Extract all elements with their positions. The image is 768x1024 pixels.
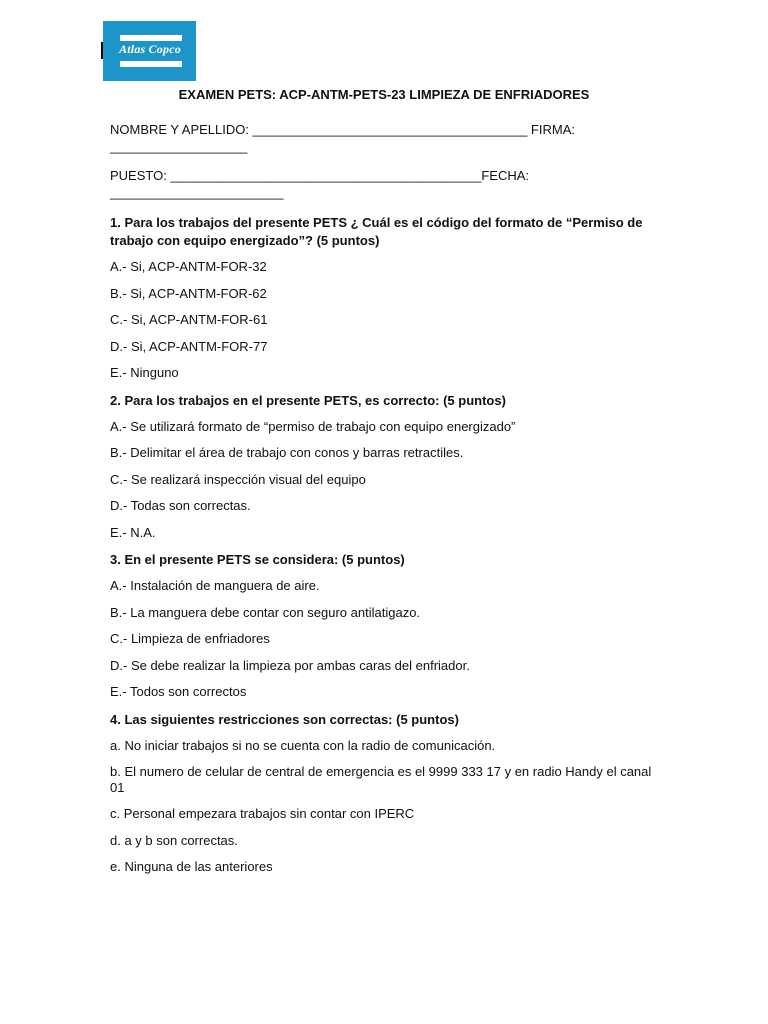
option-item: C.- Si, ACP-ANTM-FOR-61: [110, 312, 268, 327]
question-3: [110, 551, 658, 700]
option-item: b. El numero de celular de central de emergencia es el 9999 333 17 y en radio Handy el canal 01: [110, 764, 652, 795]
exam-title: EXAMEN PETS: ACP-ANTM-PETS-23 LIMPIEZA DE ENFRIADORES: [178, 87, 590, 102]
option-item: c. Personal empezara trabajos sin contar con IPERC: [110, 806, 415, 821]
option-item: E.- Ninguno: [110, 365, 179, 380]
logo-wordmark: Atlas Copco: [119, 42, 181, 56]
option-item: D.- Si, ACP-ANTM-FOR-77: [110, 338, 268, 354]
option-item: B.- Delimitar el área de trabajo con conos y barras retractiles.: [110, 445, 464, 460]
option-item: E.- Todos son correctos: [110, 684, 247, 699]
option-item: C.- Limpieza de enfriadores: [110, 631, 270, 646]
option-item: A.- Instalación de manguera de aire.: [110, 578, 320, 593]
logo-band-top: [120, 35, 182, 41]
logo-band-bottom: [120, 61, 182, 67]
option-item: C.- Se realizará inspección visual del equipo: [110, 471, 366, 487]
option-item: A.- Se utilizará formato de “permiso de trabajo con equipo energizado”: [110, 418, 516, 434]
exam-document: [110, 87, 658, 886]
option-item: e. Ninguna de las anteriores: [110, 859, 273, 874]
option-item: a. No iniciar trabajos si no se cuenta con la radio de comunicación.: [110, 737, 496, 753]
question-text: 2. Para los trabajos en el presente PETS, es correcto: (5 puntos): [110, 392, 506, 408]
option-item: B.- Si, ACP-ANTM-FOR-62: [110, 285, 267, 301]
question-text: 3. En el presente PETS se considera: (5 puntos): [110, 552, 405, 567]
atlas-copco-logo: [103, 21, 196, 81]
question-text: 4. Las siguientes restricciones son correctas: (5 puntos): [110, 711, 459, 727]
question-1: [110, 214, 658, 381]
option-item: d. a y b son correctas.: [110, 832, 238, 848]
name-signature-field[interactable]: NOMBRE Y APELLIDO: ______________________________________ FIRMA: ___________________: [110, 122, 575, 154]
position-date-field[interactable]: PUESTO: ___________________________________________FECHA: ________________________: [110, 168, 530, 200]
option-item: D.- Todas son correctas.: [110, 498, 251, 513]
option-item: B.- La manguera debe contar con seguro antilatigazo.: [110, 604, 421, 620]
question-text: 1. Para los trabajos del presente PETS ¿ Cuál es el código del formato de “Permiso de trabajo con equipo energizado”? (5 puntos): [110, 215, 643, 248]
question-2: [110, 392, 658, 541]
option-item: A.- Si, ACP-ANTM-FOR-32: [110, 259, 267, 274]
option-item: D.- Se debe realizar la limpieza por ambas caras del enfriador.: [110, 657, 470, 673]
question-4: [110, 711, 658, 876]
option-item: E.- N.A.: [110, 524, 156, 540]
